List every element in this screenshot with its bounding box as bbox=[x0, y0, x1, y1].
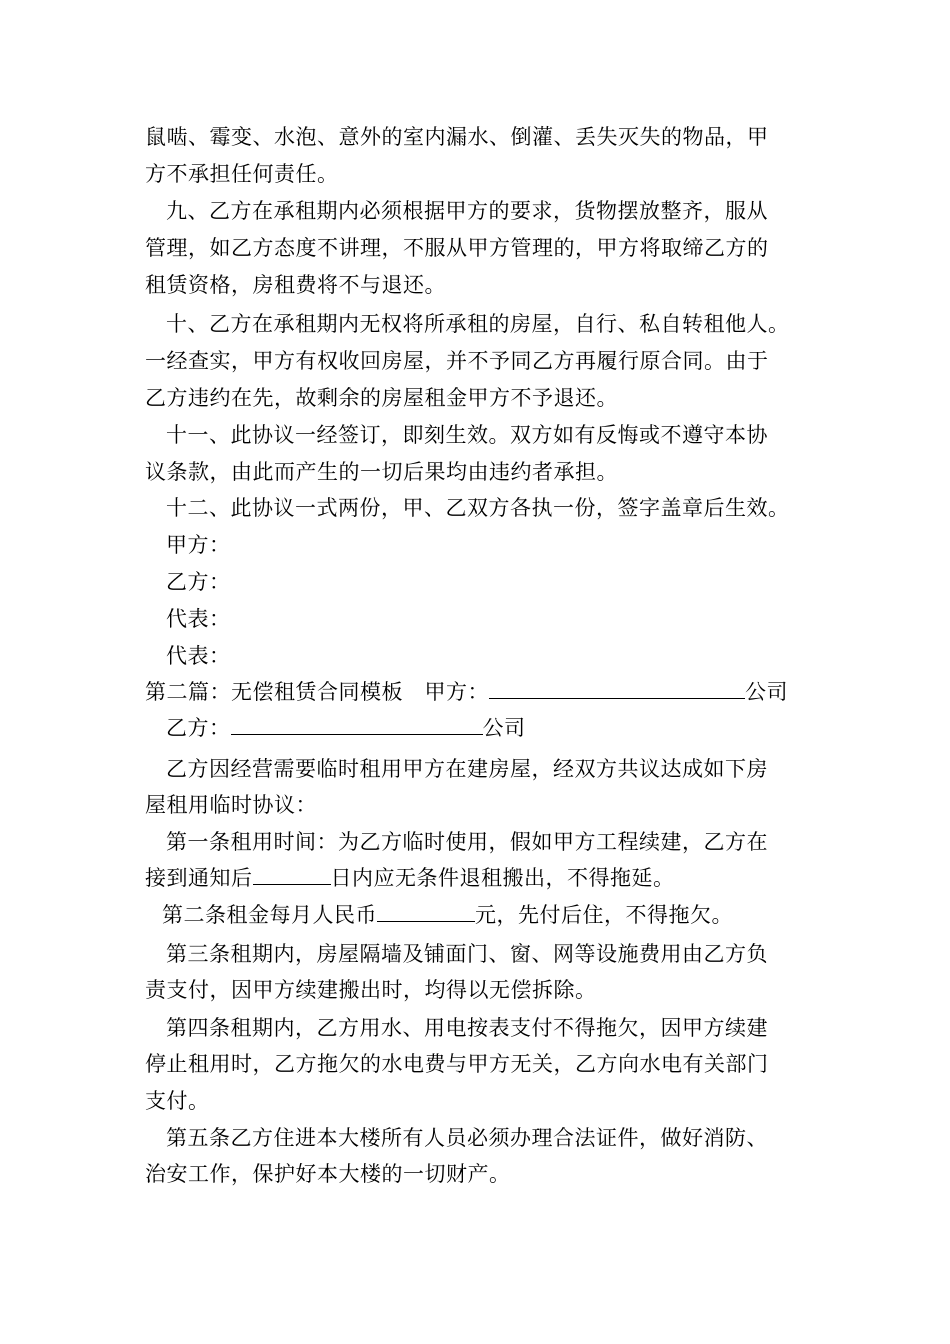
article-4-line: 第四条租期内，乙方用水、用电按表支付不得拖欠，因甲方续建 bbox=[166, 1016, 768, 1040]
party-a-signature-label: 甲方： bbox=[166, 533, 231, 557]
representative-label: 代表： bbox=[166, 644, 231, 668]
company-suffix: 公司 bbox=[482, 716, 526, 740]
clause-12-line: 十二、此协议一式两份，甲、乙双方各执一份，签字盖章后生效。 bbox=[166, 496, 790, 520]
text-line: 乙方违约在先，故剩余的房屋租金甲方不予退还。 bbox=[145, 386, 618, 410]
text-line: 责支付，因甲方续建搬出时，均得以无偿拆除。 bbox=[145, 978, 597, 1002]
article-3-line: 第三条租期内，房屋隔墙及铺面门、窗、网等设施费用由乙方负 bbox=[166, 942, 768, 966]
text-segment: 第二条租金每月人民币 bbox=[162, 903, 377, 927]
party-b-line bbox=[166, 714, 526, 742]
party-b-name-blank bbox=[231, 714, 483, 735]
article-1-line: 第一条租用时间：为乙方临时使用，假如甲方工程续建，乙方在 bbox=[166, 830, 768, 854]
text-line: 一经查实，甲方有权收回房屋，并不予同乙方再履行原合同。由于 bbox=[145, 349, 769, 373]
text-line: 屋租用临时协议： bbox=[145, 793, 317, 817]
heading-text: 第二篇：无偿租赁合同模板 甲方： bbox=[145, 680, 489, 704]
intro-line: 乙方因经营需要临时租用甲方在建房屋，经双方共议达成如下房 bbox=[166, 757, 768, 781]
text-line: 租赁资格，房租费将不与退还。 bbox=[145, 273, 446, 297]
text-line: 议条款，由此而产生的一切后果均由违约者承担。 bbox=[145, 460, 618, 484]
rent-amount-blank bbox=[377, 901, 475, 922]
text-segment: 元，先付后住，不得拖欠。 bbox=[475, 903, 733, 927]
representative-label: 代表： bbox=[166, 607, 231, 631]
article-2-line bbox=[162, 901, 733, 929]
text-line: 治安工作，保护好本大楼的一切财产。 bbox=[145, 1162, 511, 1186]
party-b-signature-label: 乙方： bbox=[166, 570, 231, 594]
clause-10-line: 十、乙方在承租期内无权将所承租的房屋，自行、私自转租他人。 bbox=[166, 312, 790, 336]
party-a-name-blank bbox=[489, 678, 745, 699]
text-line: 方不承担任何责任。 bbox=[145, 162, 339, 186]
section-two-heading bbox=[145, 678, 788, 706]
text-line: 支付。 bbox=[145, 1089, 210, 1113]
article-1-continued bbox=[145, 864, 675, 892]
text-segment: 接到通知后 bbox=[145, 866, 253, 890]
clause-9-line: 九、乙方在承租期内必须根据甲方的要求，货物摆放整齐，服从 bbox=[166, 199, 768, 223]
article-5-line: 第五条乙方住进本大楼所有人员必须办理合法证件，做好消防、 bbox=[166, 1126, 768, 1150]
text-segment: 日内应无条件退租搬出，不得拖延。 bbox=[330, 866, 675, 890]
clause-11-line: 十一、此协议一经签订，即刻生效。双方如有反悔或不遵守本协 bbox=[166, 423, 768, 447]
company-suffix: 公司 bbox=[745, 680, 788, 704]
party-b-label: 乙方： bbox=[166, 716, 231, 740]
text-line: 管理，如乙方态度不讲理，不服从甲方管理的，甲方将取缔乙方的 bbox=[145, 236, 769, 260]
text-line: 鼠啮、霉变、水泡、意外的室内漏水、倒灌、丢失灭失的物品，甲 bbox=[145, 125, 769, 149]
days-blank bbox=[253, 864, 331, 885]
text-line: 停止租用时，乙方拖欠的水电费与甲方无关，乙方向水电有关部门 bbox=[145, 1052, 769, 1076]
